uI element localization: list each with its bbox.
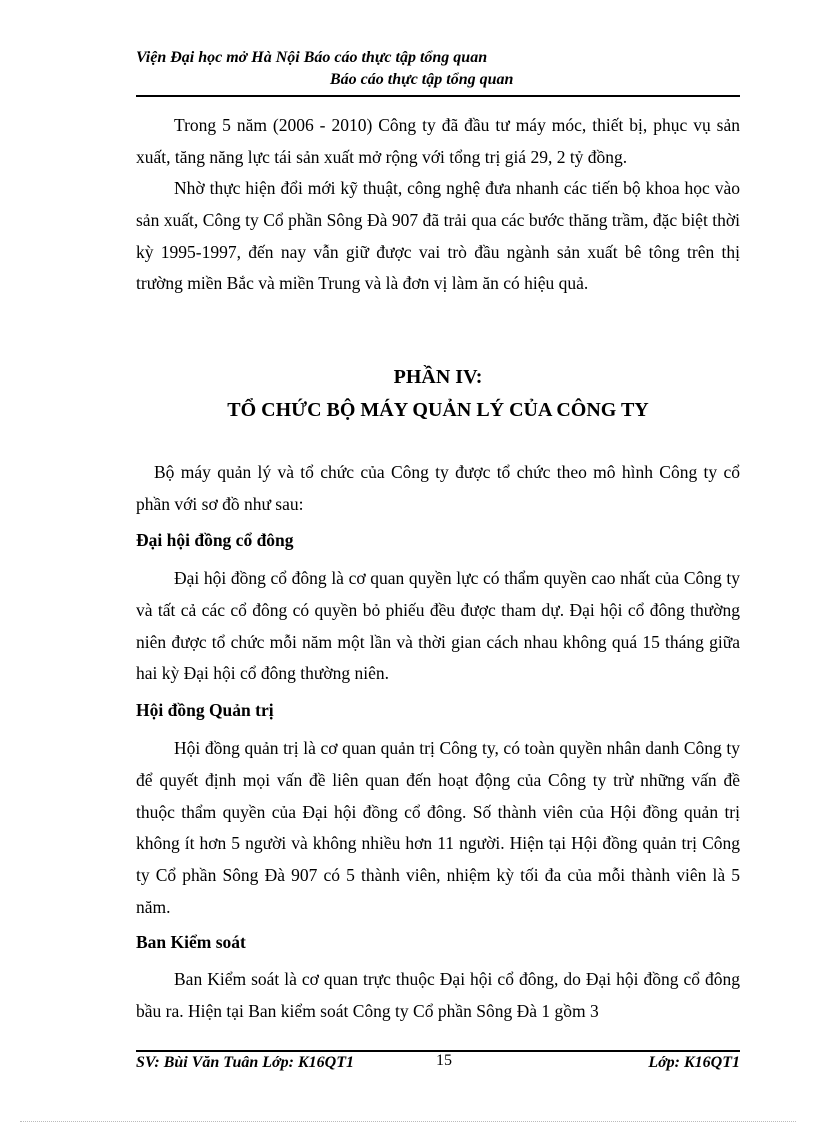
part-title: PHẦN IV: (393, 366, 483, 388)
section-heading-supervisory: Ban Kiểm soát (136, 932, 246, 952)
section-heading-board: Hội đồng Quản trị (136, 700, 274, 720)
header-subtitle: Báo cáo thực tập tổng quan (330, 71, 514, 88)
footer-class: Lớp: K16QT1 (648, 1054, 740, 1071)
footer-student: SV: Bùi Văn Tuân Lớp: K16QT1 (136, 1054, 354, 1071)
page-edge-divider (20, 1121, 796, 1122)
part-subtitle: TỔ CHỨC BỘ MÁY QUẢN LÝ CỦA CÔNG TY (227, 399, 649, 421)
paragraph-board: Hội đồng quản trị là cơ quan quản trị Công ty, có toàn quyền nhân danh Công ty để quyết định mọi vấn đề liên quan đến hoạt động của Công ty trừ những vấn đề thuộc thẩm quyền của Đại hội đồng cổ đông. Số thành viên của Hội đồng quản trị không ít hơn 5 người và không nhiều hơn 11 người. Hiện tại Hội đồng quản trị Công ty Cổ phần Sông Đà 907 có 5 thành viên, nhiệm kỳ tối đa của mỗi thành viên là 5 năm. (136, 738, 740, 917)
page-number: 15 (436, 1052, 452, 1069)
paragraph-innovation: Nhờ thực hiện đổi mới kỹ thuật, công nghệ đưa nhanh các tiến bộ khoa học vào sản xuất, Công ty Cổ phần Sông Đà 907 đã trải qua các bước thăng trầm, đặc biệt thời kỳ 1995-1997, đến nay vẫn giữ được vai trò đầu ngành sản xuất bê tông trên thị trường miền Bắc và miền Trung và là đơn vị làm ăn có hiệu quả. (136, 178, 740, 294)
paragraph-shareholders: Đại hội đồng cổ đông là cơ quan quyền lực có thẩm quyền cao nhất của Công ty và tất cả các cổ đông có quyền bỏ phiếu đều được tham dự. Đại hội cổ đông thường niên được tổ chức mỗi năm một lần và thời gian cách nhau không quá 15 tháng giữa hai kỳ Đại hội cổ đông thường niên. (136, 568, 740, 684)
paragraph-supervisory: Ban Kiểm soát là cơ quan trực thuộc Đại hội cổ đông, do Đại hội đồng cổ đông bầu ra. Hiện tại Ban kiểm soát Công ty Cổ phần Sông Đà 1 gồm 3 (136, 969, 740, 1021)
paragraph-investment: Trong 5 năm (2006 - 2010) Công ty đã đầu tư máy móc, thiết bị, phục vụ sản xuất, tăng năng lực tái sản xuất mở rộng với tổng trị giá 29, 2 tỷ đồng. (136, 115, 740, 167)
header-title: Viện Đại học mở Hà Nội Báo cáo thực tập tổng quan (136, 49, 488, 66)
header-divider (136, 95, 740, 97)
paragraph-intro: Bộ máy quản lý và tổ chức của Công ty được tổ chức theo mô hình Công ty cổ phần với sơ đồ như sau: (136, 462, 740, 514)
section-heading-shareholders: Đại hội đồng cổ đông (136, 530, 294, 550)
